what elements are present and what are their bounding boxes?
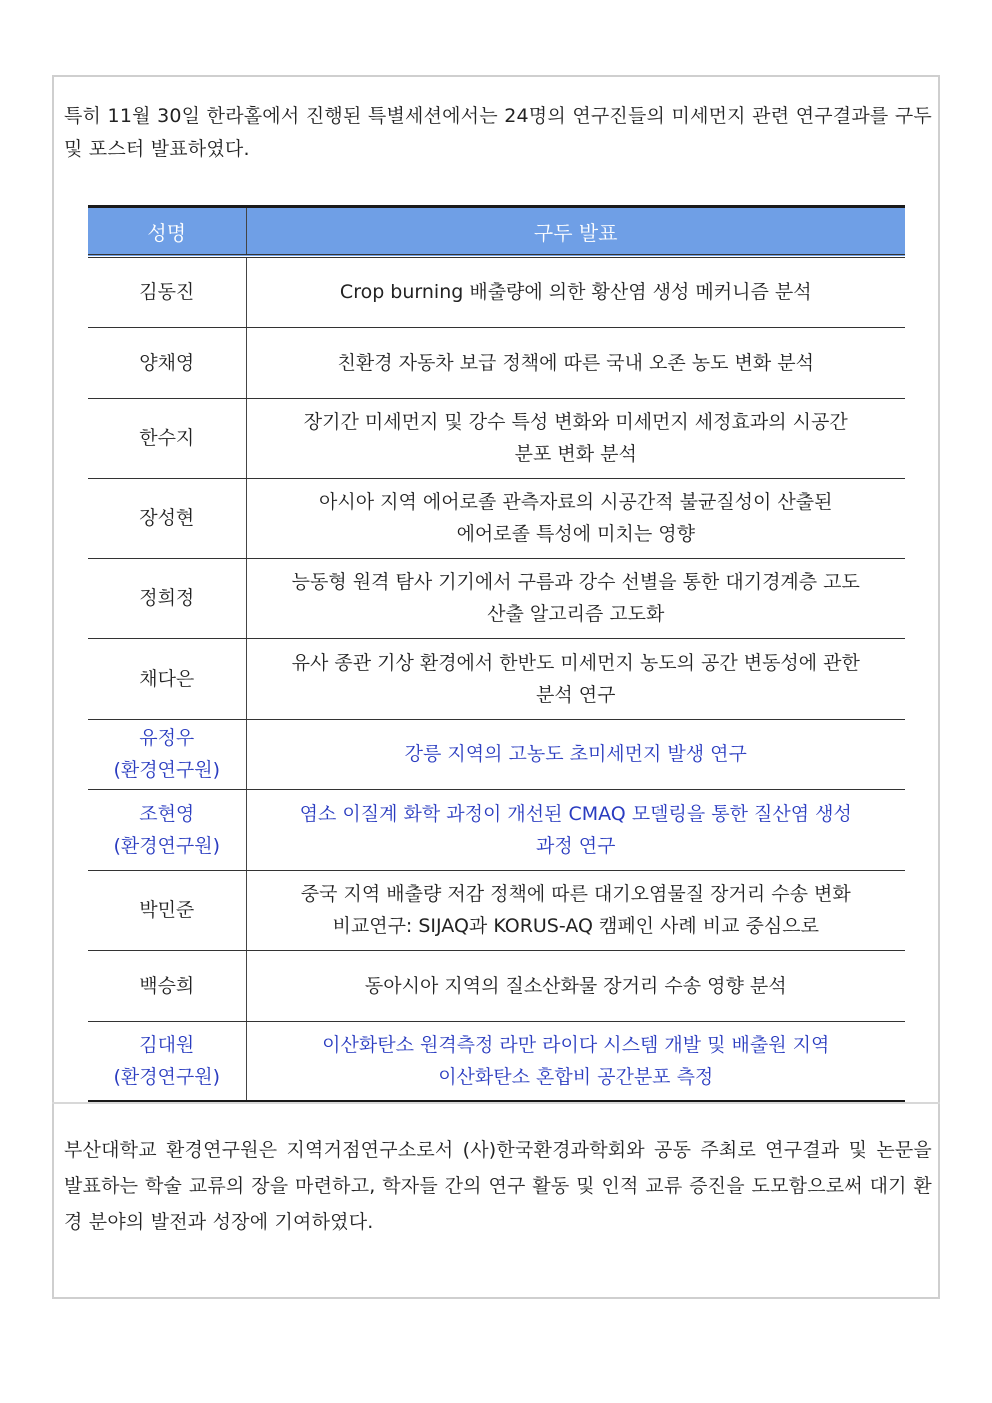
presenter-name [88, 1021, 246, 1101]
presenter-name-line: 조현영 [139, 802, 195, 825]
presentation-table [88, 205, 905, 1102]
presenter-name [88, 478, 246, 558]
presentation-title-line: 능동형 원격 탐사 기기에서 구름과 강수 선별을 통한 대기경계층 고도 [291, 571, 860, 593]
presentation-title-line: 염소 이질계 화학 과정이 개선된 CMAQ 모델링을 통한 질산염 생성 [299, 802, 852, 825]
presenter-name [88, 558, 246, 638]
presentation-title-line: 에어로졸 특성에 미치는 영향 [456, 523, 695, 545]
presentation-title [246, 327, 905, 398]
table-row [88, 256, 905, 327]
table-row [88, 870, 905, 950]
presentation-title [246, 870, 905, 950]
presenter-name-line: 양채영 [139, 351, 195, 374]
presenter-name-line: 장성현 [139, 507, 195, 529]
presentation-title [246, 719, 905, 789]
presenter-name [88, 870, 246, 950]
closing-paragraph: 부산대학교 환경연구원은 지역거점연구소로서 (사)한국환경과학회와 공동 주최로 연구결과 및 논문을 발표하는 학술 교류의 장을 마련하고, 학자들 간의 연구 활동 및 인적 교류 증진을 도모함으로써 대기 환경 분야의 발전과 성장에 기여하였다. [64, 1139, 932, 1233]
table-header-row [88, 207, 905, 257]
table-row [88, 1021, 905, 1101]
presentation-title-line: 유사 종관 기상 환경에서 한반도 미세먼지 농도의 공간 변동성에 관한 [291, 651, 860, 674]
header-presentation: 구두 발표 [246, 207, 905, 257]
presentation-title-line: Crop burning 배출량에 의한 황산염 생성 메커니즘 분석 [339, 281, 812, 304]
presenter-name-line: 박민준 [139, 899, 195, 921]
presentation-title-line: 분석 연구 [536, 683, 616, 706]
presentation-title-line: 과정 연구 [536, 834, 616, 857]
presenter-name-line: (환경연구원) [113, 1065, 221, 1088]
presentation-title-line: 장기간 미세먼지 및 강수 특성 변화와 미세먼지 세정효과의 시공간 [303, 411, 848, 433]
presenter-name [88, 719, 246, 789]
presenter-name [88, 256, 246, 327]
presentation-title [246, 950, 905, 1021]
presentation-title [246, 638, 905, 719]
presentation-title-line: 친환경 자동차 보급 정책에 따른 국내 오존 농도 변화 분석 [337, 351, 814, 374]
presentation-title-line: 이산화탄소 혼합비 공간분포 측정 [438, 1065, 714, 1088]
table-row [88, 327, 905, 398]
table-row [88, 638, 905, 719]
presentation-title [246, 789, 905, 870]
table-row [88, 398, 905, 478]
presentation-title [246, 558, 905, 638]
presenter-name-line: 채다은 [139, 667, 195, 690]
presenter-name-line: (환경연구원) [113, 759, 221, 781]
presenter-name-line: 정희정 [139, 587, 195, 609]
presentation-title [246, 478, 905, 558]
section-divider [52, 1102, 940, 1104]
presenter-name [88, 398, 246, 478]
table-row [88, 478, 905, 558]
table-row [88, 719, 905, 789]
presentation-title-line: 비교연구: SIJAQ과 KORUS-AQ 캠페인 사례 비교 중심으로 [332, 915, 819, 937]
presentation-title-line: 중국 지역 배출량 저감 정책에 따른 대기오염물질 장거리 수송 변화 [300, 883, 851, 905]
presenter-name-line: (환경연구원) [113, 834, 221, 857]
presenter-name-line: 유정우 [139, 727, 195, 749]
presentation-title [246, 398, 905, 478]
presentation-title-line: 동아시아 지역의 질소산화물 장거리 수송 영향 분석 [364, 974, 787, 997]
presentation-title-line: 분포 변화 분석 [514, 443, 637, 465]
presenter-name [88, 950, 246, 1021]
presentation-title-line: 산출 알고리즘 고도화 [487, 603, 665, 625]
presentation-title [246, 1021, 905, 1101]
header-name: 성명 [88, 207, 246, 257]
intro-paragraph: 특히 11월 30일 한라홀에서 진행된 특별세션에서는 24명의 연구진들의 미세먼지 관련 연구결과를 구두 및 포스터 발표하였다. [64, 105, 932, 160]
table-row [88, 558, 905, 638]
presentation-title-line: 강릉 지역의 고농도 초미세먼지 발생 연구 [404, 743, 747, 765]
presenter-name [88, 789, 246, 870]
presentation-title [246, 256, 905, 327]
presenter-name-line: 김동진 [139, 281, 195, 304]
table-row [88, 950, 905, 1021]
presenter-name-line: 백승희 [139, 974, 195, 997]
presenter-name [88, 327, 246, 398]
presenter-name [88, 638, 246, 719]
table-row [88, 789, 905, 870]
presentation-title-line: 아시아 지역 에어로졸 관측자료의 시공간적 불균질성이 산출된 [319, 491, 833, 513]
presenter-name-line: 김대원 [139, 1033, 195, 1056]
presenter-name-line: 한수지 [139, 427, 195, 449]
presentation-title-line: 이산화탄소 원격측정 라만 라이다 시스템 개발 및 배출원 지역 [322, 1033, 830, 1056]
